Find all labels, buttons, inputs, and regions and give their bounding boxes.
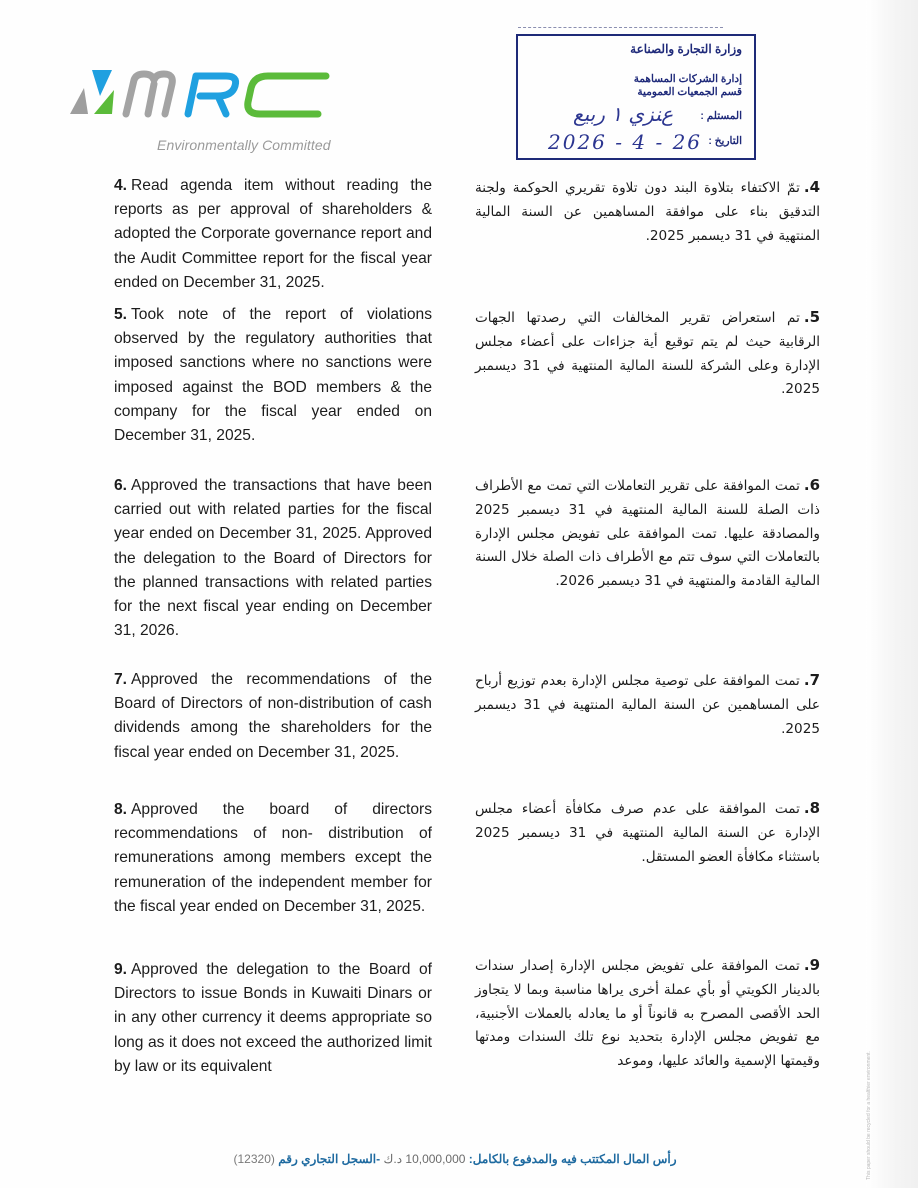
stamp-received-label: المستلم :	[700, 110, 742, 122]
stamp-signature: ﻉﻨﺰﻱ ١ ﺭﺑﻴﻊ	[573, 102, 674, 126]
mrc-logo-icon	[68, 68, 358, 128]
item-7-ar: 7.تمت الموافقة على توصية مجلس الإدارة بعدم توزيع أرباح على المساهمين عن السنة المالية المنتهية في 31 ديسمبر 2025.	[475, 671, 821, 737]
recycle-note: This paper should be recycled for a healthier environment.	[866, 1051, 872, 1180]
registry-number: (12320)	[233, 1152, 275, 1166]
item-8-ar: 8.تمت الموافقة على عدم صرف مكافأة أعضاء مجلس الإدارة عن السنة المالية المنتهية في 31 ديسمبر 2025 باستثناء مكافأة العضو المستقل.	[475, 799, 820, 865]
footer-capital-registry	[205, 1152, 705, 1166]
ministry-stamp	[516, 34, 756, 160]
stamp-ministry: وزارة التجارة والصناعة	[630, 42, 742, 56]
item-7-en: 7. Approved the recommendations of the Board of Directors of non-distribution of cash dividends among the shareholders for the fiscal year ended on December 31, 2025.	[114, 671, 432, 761]
item-5-en: 5. Took note of the report of violations observed by the regulatory authorities that imposed sanctions where no sanctions were imposed against the BOD members & the company for the fiscal year ended on December 31, 2025.	[114, 306, 432, 445]
stamp-date-value: 2026 - 4 - 26	[548, 130, 703, 154]
item-9-ar: 9.تمت الموافقة على تفويض مجلس الإدارة إصدار سندات بالدينار الكويتي أو بأي عملة أخرى يراها مناسبة وبما لا يتجاوز الحد الأقصى المصرح به قانوناً أو ما يعادله بالعملات الأجنبية، مع تفويض مجلس الإدارة بتحديد نوع تلك السندات ومدتها وقيمتها الإسمية والعائد عليها، وموعد	[475, 956, 820, 1070]
item-9-en: 9. Approved the delegation to the Board of Directors to issue Bonds in Kuwaiti Dinars or in any other currency it deems appropriate so long as it does not exceed the authorized limit by law or its equivalent	[114, 961, 432, 1075]
logo-tagline: Environmentally Committed	[157, 137, 331, 153]
item-6-ar: 6.تمت الموافقة على تقرير التعاملات التي تمت مع الأطراف ذات الصلة للسنة المالية المنتهية في 31 ديسمبر 2025 والمصادقة عليها. تمت الموافقة على تفويض مجلس الإدارة بالتعاملات التي سوف تتم مع الأطراف ذات الصلة خلال السنة المالية القادمة والمنتهية في 31 ديسمبر 2026.	[475, 476, 820, 590]
item-6-en: 6. Approved the transactions that have been carried out with related parties for the fiscal year ended on December 31, 2025. Approved the delegation to the Board of Directors for the planned transactions with related parties for the next fiscal year ending on December 31, 2026.	[114, 477, 432, 640]
stamp-department: إدارة الشركات المساهمة قسم الجمعيات العمومية	[633, 73, 742, 98]
stamp-date-label: التاريخ :	[708, 135, 742, 147]
capital-value: 10,000,000 د.ك	[383, 1152, 466, 1166]
item-8-en: 8. Approved the board of directors recommendations of non- distribution of remunerations among members except the remuneration of the independent member for the fiscal year ended on December 31, 2025.	[114, 801, 432, 915]
capital-label: رأس المال المكتتب فيه والمدفوع بالكامل:	[468, 1152, 677, 1166]
item-4-en: 4. Read agenda item without reading the reports as per approval of shareholders & adopted the Corporate governance report and the Audit Committee report for the fiscal year ended on December 31, 2025.	[114, 177, 432, 291]
registry-label: -السجل التجاري رقم	[278, 1152, 381, 1166]
item-4-ar: 4.تمّ الاكتفاء بتلاوة البند دون تلاوة تقريري الحوكمة ولجنة التدقيق بناء على موافقة المساهمين عن السنة المالية المنتهية في 31 ديسمبر 2025.	[475, 178, 820, 244]
stamp-dotted-line	[518, 27, 723, 30]
item-5-ar: 5.تم استعراض تقرير المخالفات التي رصدتها الجهات الرقابية حيث لم يتم توقيع أية جزاءات على أعضاء مجلس الإدارة وعلى الشركة للسنة المالية المنتهية في 31 ديسمبر 2025.	[475, 308, 820, 398]
